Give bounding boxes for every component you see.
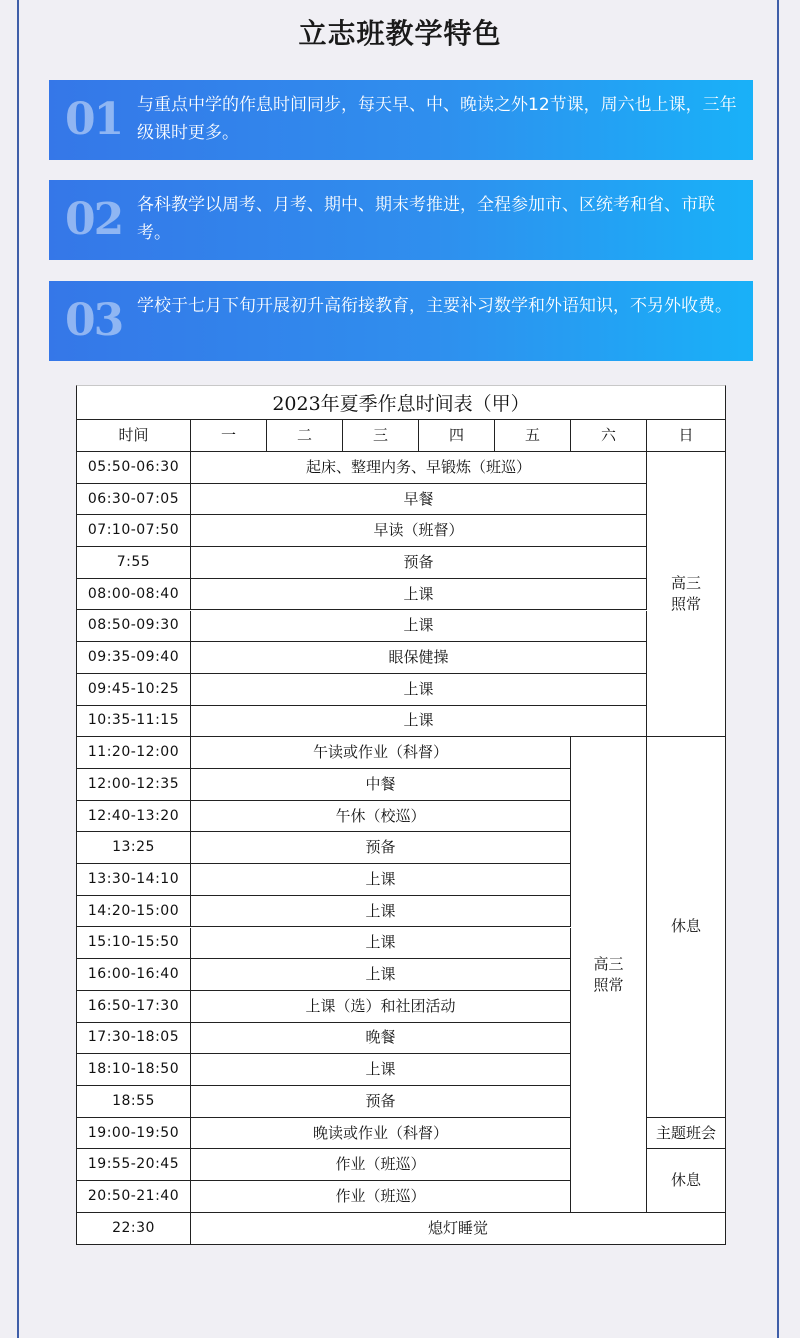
- time-cell: 17:30-18:05: [77, 1023, 191, 1055]
- sunday-morning-cell-line: 高三: [670, 574, 701, 593]
- time-cell: 13:25: [77, 832, 191, 864]
- activity-cell: 晚餐: [191, 1023, 571, 1055]
- sunday-morning-cell: [647, 452, 725, 737]
- feature-text: 与重点中学的作息时间同步，每天早、中、晚读之外12节课，周六也上课，三年级课时更多。: [137, 95, 737, 143]
- activity-cell: 眼保健操: [191, 642, 647, 674]
- schedule-table: [76, 385, 726, 1245]
- time-cell: 08:50-09:30: [77, 611, 191, 643]
- activity-cell: 预备: [191, 547, 647, 579]
- time-cell: 16:50-17:30: [77, 991, 191, 1023]
- time-cell: 16:00-16:40: [77, 959, 191, 991]
- sunday-meeting-cell: 主题班会: [647, 1118, 725, 1150]
- activity-cell: 上课: [191, 611, 647, 643]
- activity-cell: 预备: [191, 1086, 571, 1118]
- time-cell: 20:50-21:40: [77, 1181, 191, 1213]
- sunday-rest-cell: 休息: [647, 737, 725, 1117]
- activity-cell: 起床、整理内务、早锻炼（班巡）: [191, 452, 647, 484]
- time-cell: 12:40-13:20: [77, 801, 191, 833]
- time-cell: 12:00-12:35: [77, 769, 191, 801]
- activity-cell: 上课: [191, 579, 647, 611]
- time-cell: 19:00-19:50: [77, 1118, 191, 1150]
- activity-cell: 上课: [191, 706, 647, 738]
- saturday-afternoon-cell-line: 照常: [593, 975, 624, 994]
- activity-cell: 上课: [191, 959, 571, 991]
- sunday-morning-cell-line: 照常: [670, 595, 701, 614]
- activity-cell: 上课（选）和社团活动: [191, 991, 571, 1023]
- activity-cell: 上课: [191, 1054, 571, 1086]
- time-cell: 08:00-08:40: [77, 579, 191, 611]
- activity-cell: 预备: [191, 832, 571, 864]
- time-cell: 10:35-11:15: [77, 706, 191, 738]
- activity-cell: 上课: [191, 864, 571, 896]
- header-day: 日: [647, 420, 725, 452]
- time-cell: 05:50-06:30: [77, 452, 191, 484]
- activity-cell: 作业（班巡）: [191, 1181, 571, 1213]
- activity-cell: 午读或作业（科督）: [191, 737, 571, 769]
- time-cell: 09:45-10:25: [77, 674, 191, 706]
- schedule-title: 2023年夏季作息时间表（甲）: [77, 386, 725, 420]
- activity-cell: 中餐: [191, 769, 571, 801]
- activity-cell: 午休（校巡）: [191, 801, 571, 833]
- activity-cell: 熄灯睡觉: [191, 1213, 725, 1245]
- activity-cell: 早餐: [191, 484, 647, 516]
- header-day: 三: [343, 420, 419, 452]
- activity-cell: 上课: [191, 896, 571, 928]
- time-cell: 13:30-14:10: [77, 864, 191, 896]
- feature-number: 03: [65, 295, 123, 346]
- header-time: 时间: [77, 420, 191, 452]
- time-cell: 15:10-15:50: [77, 928, 191, 960]
- sunday-evening-rest-cell: 休息: [647, 1149, 725, 1212]
- activity-cell: 作业（班巡）: [191, 1149, 571, 1181]
- page-title: 立志班教学特色: [298, 17, 502, 50]
- time-cell: 14:20-15:00: [77, 896, 191, 928]
- activity-cell: 上课: [191, 928, 571, 960]
- time-cell: 18:10-18:50: [77, 1054, 191, 1086]
- feature-number: 02: [65, 194, 123, 245]
- feature-card-3: [49, 281, 753, 361]
- header-day: 四: [419, 420, 495, 452]
- time-cell: 22:30: [77, 1213, 191, 1245]
- time-cell: 11:20-12:00: [77, 737, 191, 769]
- header-day: 一: [191, 420, 267, 452]
- time-cell: 09:35-09:40: [77, 642, 191, 674]
- time-cell: 7:55: [77, 547, 191, 579]
- saturday-afternoon-cell: [571, 737, 647, 1213]
- feature-text: 学校于七月下旬开展初升高衔接教育，主要补习数学和外语知识，不另外收费。: [137, 296, 732, 316]
- activity-cell: 上课: [191, 674, 647, 706]
- time-cell: 07:10-07:50: [77, 515, 191, 547]
- feature-number: 01: [65, 94, 123, 145]
- feature-text: 各科教学以周考、月考、期中、期末考推进，全程参加市、区统考和省、市联考。: [137, 195, 715, 243]
- header-day: 五: [495, 420, 571, 452]
- feature-card-2: [49, 180, 753, 260]
- time-cell: 18:55: [77, 1086, 191, 1118]
- time-cell: 19:55-20:45: [77, 1149, 191, 1181]
- feature-card-1: [49, 80, 753, 160]
- activity-cell: 晚读或作业（科督）: [191, 1118, 571, 1150]
- activity-cell: 早读（班督）: [191, 515, 647, 547]
- header-day: 二: [267, 420, 343, 452]
- header-day: 六: [571, 420, 647, 452]
- saturday-afternoon-cell-line: 高三: [593, 954, 624, 973]
- time-cell: 06:30-07:05: [77, 484, 191, 516]
